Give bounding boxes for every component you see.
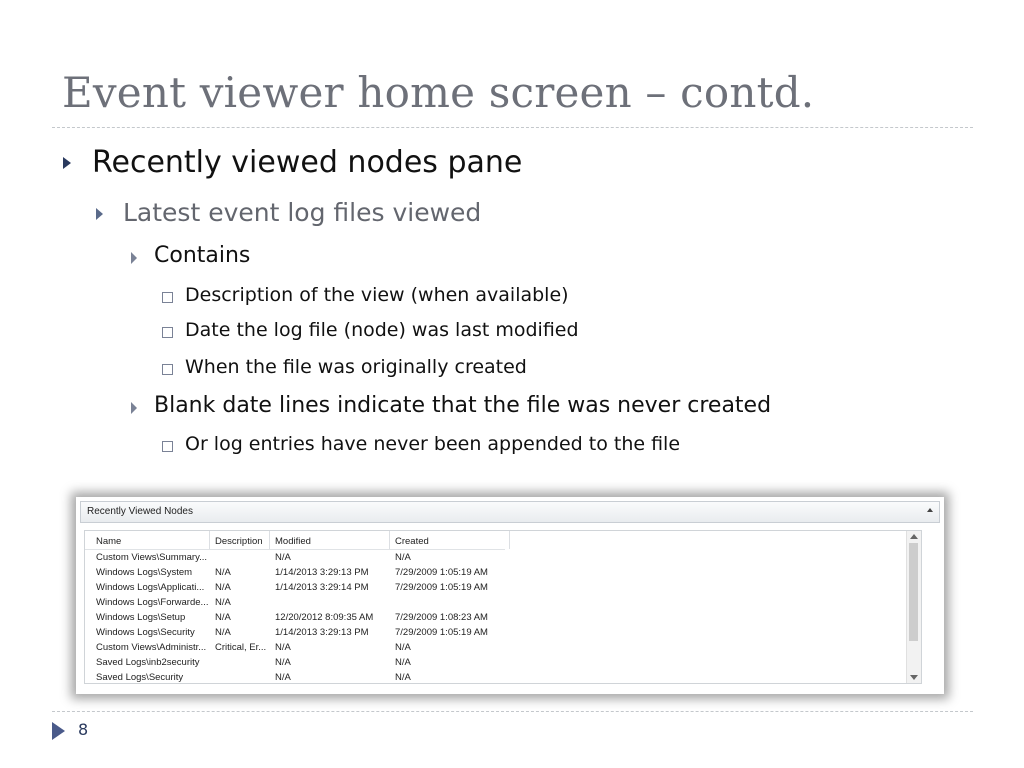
column-header-name[interactable]: Name bbox=[96, 536, 122, 547]
cell-modified: N/A bbox=[275, 672, 291, 683]
slide-title: Event viewer home screen – contd. bbox=[62, 68, 815, 117]
bullet-level1: Recently viewed nodes pane bbox=[92, 145, 523, 180]
cell-created: 7/29/2009 1:05:19 AM bbox=[395, 567, 488, 578]
cell-name: Windows Logs\System bbox=[96, 567, 193, 578]
checkbox-bullet-icon bbox=[162, 441, 173, 452]
bullet-triangle-icon bbox=[63, 157, 71, 169]
cell-modified: 12/20/2012 8:09:35 AM bbox=[275, 612, 374, 623]
cell-description: N/A bbox=[215, 567, 231, 578]
scroll-up-arrow-icon[interactable] bbox=[910, 534, 918, 539]
bullet-triangle-icon bbox=[131, 252, 137, 264]
cell-created: N/A bbox=[395, 657, 411, 668]
column-divider[interactable] bbox=[209, 531, 210, 549]
table-row[interactable] bbox=[85, 565, 905, 580]
nodes-table bbox=[84, 530, 922, 684]
bullet-contains: Contains bbox=[154, 243, 251, 268]
title-divider bbox=[52, 127, 973, 128]
cell-modified: 1/14/2013 3:29:14 PM bbox=[275, 582, 369, 593]
checkbox-bullet-icon bbox=[162, 292, 173, 303]
cell-name: Saved Logs\Security bbox=[96, 672, 184, 683]
scroll-down-arrow-icon[interactable] bbox=[910, 675, 918, 680]
cell-created: N/A bbox=[395, 672, 411, 683]
column-divider[interactable] bbox=[389, 531, 390, 549]
cell-description: N/A bbox=[215, 627, 231, 638]
table-row[interactable] bbox=[85, 595, 905, 610]
panel-title: Recently Viewed Nodes bbox=[87, 506, 193, 517]
bullet-triangle-icon bbox=[131, 402, 137, 414]
cell-description: N/A bbox=[215, 612, 231, 623]
table-row[interactable] bbox=[85, 550, 905, 565]
cell-modified: 1/14/2013 3:29:13 PM bbox=[275, 567, 369, 578]
cell-created: N/A bbox=[395, 642, 411, 653]
recently-viewed-nodes-screenshot bbox=[76, 497, 944, 694]
cell-created: 7/29/2009 1:05:19 AM bbox=[395, 627, 488, 638]
cell-created: 7/29/2009 1:08:23 AM bbox=[395, 612, 488, 623]
table-row[interactable] bbox=[85, 580, 905, 595]
cell-name: Windows Logs\Setup bbox=[96, 612, 186, 623]
checkbox-bullet-icon bbox=[162, 327, 173, 338]
cell-modified: N/A bbox=[275, 657, 291, 668]
page-marker-icon bbox=[52, 722, 65, 740]
table-header bbox=[85, 531, 505, 550]
contains-item: Date the log file (node) was last modified bbox=[185, 319, 579, 341]
cell-created: N/A bbox=[395, 552, 411, 563]
cell-name: Windows Logs\Forwarde... bbox=[96, 597, 209, 608]
table-row[interactable] bbox=[85, 640, 905, 655]
cell-name: Windows Logs\Security bbox=[96, 627, 195, 638]
cell-name: Windows Logs\Applicati... bbox=[96, 582, 205, 593]
cell-description: Critical, Er... bbox=[215, 642, 267, 653]
vertical-scrollbar[interactable] bbox=[906, 531, 921, 683]
cell-modified: N/A bbox=[275, 642, 291, 653]
cell-name: Custom Views\Administr... bbox=[96, 642, 207, 653]
scrollbar-thumb[interactable] bbox=[909, 543, 918, 641]
collapse-arrow-icon[interactable] bbox=[927, 508, 933, 512]
table-row[interactable] bbox=[85, 610, 905, 625]
bullet-triangle-icon bbox=[96, 208, 103, 220]
cell-description: N/A bbox=[215, 582, 231, 593]
footer-divider bbox=[52, 711, 973, 712]
cell-name: Saved Logs\inb2security bbox=[96, 657, 200, 668]
page-number: 8 bbox=[78, 720, 89, 739]
column-header-description[interactable]: Description bbox=[215, 536, 263, 547]
cell-modified: N/A bbox=[275, 552, 291, 563]
checkbox-bullet-icon bbox=[162, 364, 173, 375]
cell-created: 7/29/2009 1:05:19 AM bbox=[395, 582, 488, 593]
column-header-created[interactable]: Created bbox=[395, 536, 429, 547]
table-row[interactable] bbox=[85, 625, 905, 640]
contains-item: Description of the view (when available) bbox=[185, 284, 569, 306]
bullet-level2: Latest event log files viewed bbox=[123, 198, 482, 227]
cell-description: N/A bbox=[215, 597, 231, 608]
blank-item: Or log entries have never been appended to the file bbox=[185, 433, 681, 455]
cell-name: Custom Views\Summary... bbox=[96, 552, 208, 563]
contains-item: When the file was originally created bbox=[185, 356, 527, 378]
column-header-modified[interactable]: Modified bbox=[275, 536, 311, 547]
column-divider[interactable] bbox=[509, 531, 510, 549]
table-row[interactable] bbox=[85, 670, 905, 684]
panel-header[interactable] bbox=[80, 501, 940, 523]
table-row[interactable] bbox=[85, 655, 905, 670]
cell-modified: 1/14/2013 3:29:13 PM bbox=[275, 627, 369, 638]
bullet-blank-dates: Blank date lines indicate that the file was never created bbox=[154, 393, 772, 418]
column-divider[interactable] bbox=[269, 531, 270, 549]
